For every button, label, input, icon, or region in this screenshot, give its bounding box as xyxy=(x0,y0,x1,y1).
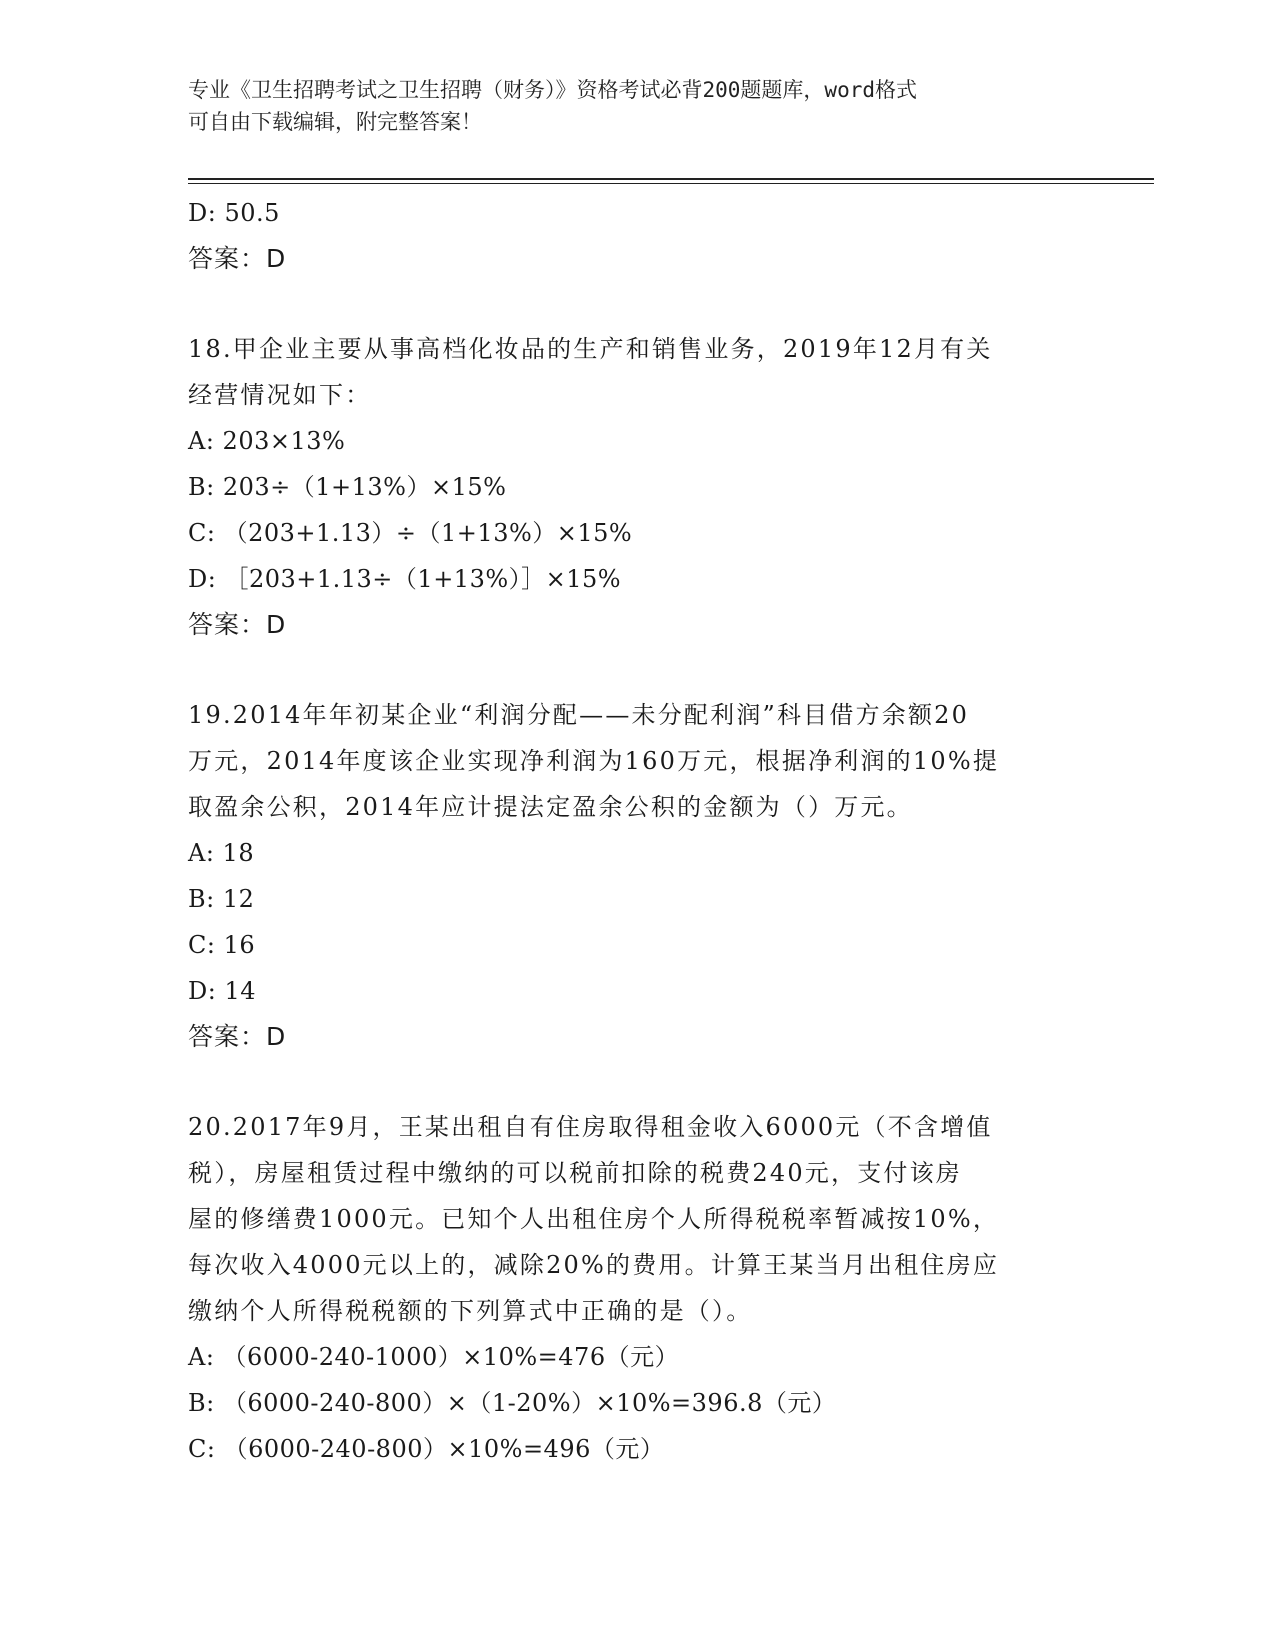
q20-stem-line-4: 每次收入4000元以上的，减除20%的费用。计算王某当月出租住房应 xyxy=(188,1251,1000,1279)
q18-option-d: D: ［203+1.13÷（1+13%）］×15% xyxy=(188,565,622,593)
question-17-tail xyxy=(188,190,1068,282)
q20-option-b: B: （6000-240-800）×（1-20%）×10%=396.8（元） xyxy=(188,1389,837,1417)
question-20 xyxy=(188,1104,1068,1472)
header-line-2: 可自由下载编辑，附完整答案！ xyxy=(188,110,482,134)
question-content xyxy=(188,190,1068,1472)
q17-answer: 答案：D xyxy=(188,244,287,273)
q19-option-a: A: 18 xyxy=(188,839,255,867)
q18-stem-line-1: 18.甲企业主要从事高档化妆品的生产和销售业务，2019年12月有关 xyxy=(188,335,993,363)
document-header xyxy=(188,74,1068,138)
header-rule-thin xyxy=(188,183,1154,184)
q19-option-d: D: 14 xyxy=(188,977,256,1005)
question-19 xyxy=(188,692,1068,1060)
q19-option-b: B: 12 xyxy=(188,885,255,913)
q18-stem-line-2: 经营情况如下： xyxy=(188,381,372,409)
header-rule-thick xyxy=(188,178,1154,180)
q18-answer: 答案：D xyxy=(188,610,287,639)
q19-answer: 答案：D xyxy=(188,1022,287,1051)
q18-option-a: A: 203×13% xyxy=(188,427,346,455)
q20-stem-line-2: 税），房屋租赁过程中缴纳的可以税前扣除的税费240元，支付该房 xyxy=(188,1159,963,1187)
q20-stem xyxy=(188,1104,1068,1334)
q19-stem xyxy=(188,692,1068,830)
q20-stem-line-1: 20.2017年9月，王某出租自有住房取得租金收入6000元（不含增值 xyxy=(188,1113,993,1141)
q19-stem-line-2: 万元，2014年度该企业实现净利润为160万元，根据净利润的10%提 xyxy=(188,747,1000,775)
q17-option-d: D: 50.5 xyxy=(188,199,280,227)
header-line-1: 专业《卫生招聘考试之卫生招聘（财务）》资格考试必背200题题库，word格式 xyxy=(188,78,917,102)
question-18 xyxy=(188,326,1068,648)
q18-option-c: C: （203+1.13）÷（1+13%）×15% xyxy=(188,519,633,547)
q19-stem-line-3: 取盈余公积，2014年应计提法定盈余公积的金额为（）万元。 xyxy=(188,793,913,821)
q18-stem xyxy=(188,326,1068,418)
q20-stem-line-5: 缴纳个人所得税税额的下列算式中正确的是（）。 xyxy=(188,1297,753,1325)
q19-stem-line-1: 19.2014年年初某企业“利润分配——未分配利润”科目借方余额20 xyxy=(188,701,970,729)
q19-option-c: C: 16 xyxy=(188,931,256,959)
q20-option-a: A: （6000-240-1000）×10%=476（元） xyxy=(188,1343,680,1371)
q20-stem-line-3: 屋的修缮费1000元。已知个人出租住房个人所得税税率暂减按10%， xyxy=(188,1205,1000,1233)
q20-option-c: C: （6000-240-800）×10%=496（元） xyxy=(188,1435,665,1463)
q18-option-b: B: 203÷（1+13%）×15% xyxy=(188,473,507,501)
